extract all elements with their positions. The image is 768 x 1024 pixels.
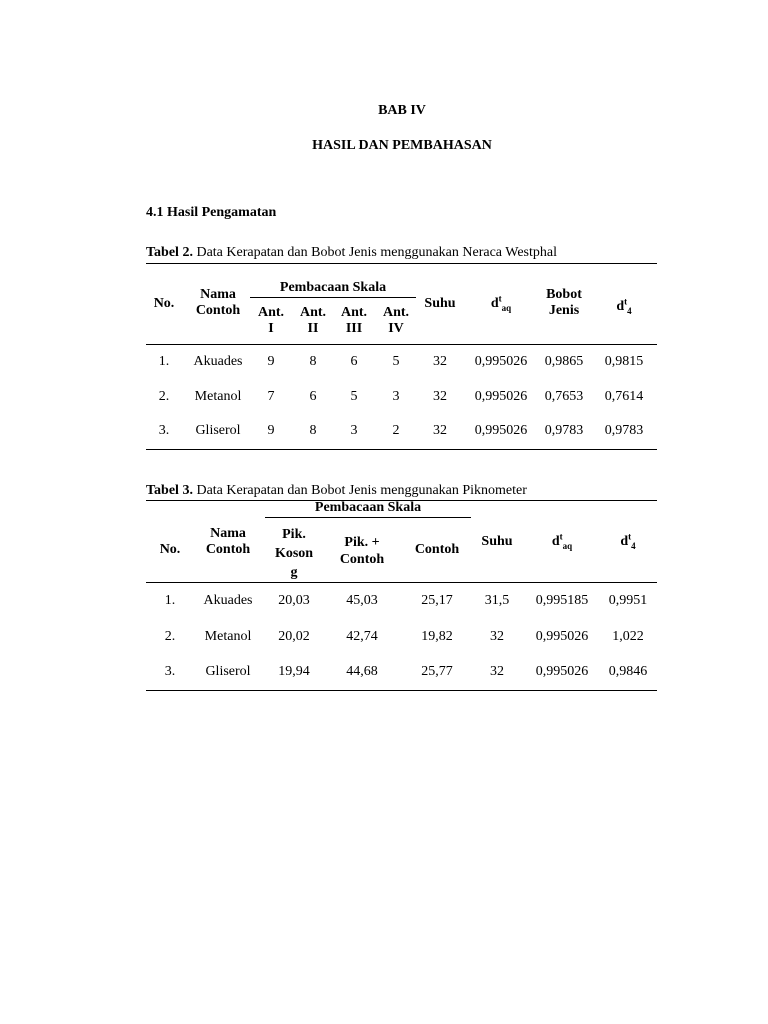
cell-suhu: 32 bbox=[433, 354, 447, 369]
table3-caption-label: Tabel 3. bbox=[146, 483, 193, 498]
cell-daq: 0,995185 bbox=[535, 593, 589, 608]
t2-h-bobot: Bobot Jenis bbox=[546, 287, 582, 318]
table-row bbox=[146, 354, 657, 370]
cell-contoh: 25,77 bbox=[421, 664, 453, 679]
cell-ant2: 8 bbox=[309, 354, 317, 369]
cell-d4: 0,9815 bbox=[604, 354, 644, 369]
cell-suhu: 32 bbox=[490, 664, 504, 679]
cell-no: 3. bbox=[164, 664, 176, 679]
t3-h-pik-contoh: Pik. + Contoh bbox=[339, 535, 385, 567]
cell-no: 2. bbox=[164, 629, 176, 644]
cell-daq: 0,995026 bbox=[535, 664, 589, 679]
cell-ant4: 3 bbox=[392, 389, 400, 404]
cell-no: 1. bbox=[158, 354, 170, 369]
cell-no: 2. bbox=[158, 389, 170, 404]
table2-caption-label: Tabel 2. bbox=[146, 245, 193, 260]
t2-h-ant4: Ant. IV bbox=[382, 305, 410, 336]
cell-contoh: 25,17 bbox=[421, 593, 453, 608]
table2-bottom-rule bbox=[146, 449, 657, 450]
table-row bbox=[146, 629, 657, 645]
cell-contoh: 19,82 bbox=[421, 629, 453, 644]
t2-h-ant1: Ant. I bbox=[257, 305, 285, 336]
cell-suhu: 32 bbox=[433, 389, 447, 404]
cell-nama: Akuades bbox=[193, 354, 243, 369]
cell-pik-kosong: 19,94 bbox=[278, 664, 310, 679]
cell-d4: 0,9951 bbox=[608, 593, 648, 608]
cell-ant2: 6 bbox=[309, 389, 317, 404]
cell-d4: 0,7614 bbox=[604, 389, 644, 404]
table-row bbox=[146, 389, 657, 405]
cell-bobot-jenis: 0,9865 bbox=[544, 354, 584, 369]
table2-header-rule bbox=[146, 344, 657, 345]
cell-nama: Akuades bbox=[203, 593, 253, 608]
t3-h-contoh: Contoh bbox=[414, 542, 460, 557]
cell-ant2: 8 bbox=[309, 423, 317, 438]
cell-ant3: 3 bbox=[350, 423, 358, 438]
t2-h-ant2: Ant. II bbox=[299, 305, 327, 336]
cell-nama: Metanol bbox=[204, 629, 252, 644]
cell-d4: 0,9783 bbox=[604, 423, 644, 438]
table3-caption bbox=[146, 483, 527, 499]
t2-h-d4: $d^t_4$ bbox=[616, 296, 632, 316]
table3-caption-text: Data Kerapatan dan Bobot Jenis menggunakan Piknometer bbox=[192, 483, 527, 498]
cell-suhu: 31,5 bbox=[484, 593, 510, 608]
table2-caption bbox=[146, 245, 557, 261]
chapter-heading: BAB IV bbox=[378, 103, 426, 118]
cell-pik-contoh: 45,03 bbox=[346, 593, 378, 608]
table-row bbox=[146, 664, 657, 680]
cell-nama: Gliserol bbox=[195, 423, 241, 438]
cell-daq: 0,995026 bbox=[535, 629, 589, 644]
cell-pik-contoh: 42,74 bbox=[346, 629, 378, 644]
cell-suhu: 32 bbox=[490, 629, 504, 644]
cell-bobot-jenis: 0,7653 bbox=[544, 389, 584, 404]
cell-ant1: 7 bbox=[267, 389, 275, 404]
cell-daq: 0,995026 bbox=[474, 423, 528, 438]
t3-h-pik-kosong: Pik. Koson g bbox=[274, 527, 314, 580]
t2-h-daq: $d^t_{aq}$ bbox=[490, 293, 512, 313]
t2-h-nama: Nama Contoh bbox=[195, 287, 241, 318]
cell-ant4: 5 bbox=[392, 354, 400, 369]
table2-caption-text: Data Kerapatan dan Bobot Jenis menggunakan Neraca Westphal bbox=[192, 245, 557, 260]
cell-no: 1. bbox=[164, 593, 176, 608]
section-heading: 4.1 Hasil Pengamatan bbox=[146, 205, 277, 220]
cell-no: 3. bbox=[158, 423, 170, 438]
t2-h-pembacaan: Pembacaan Skala bbox=[279, 280, 387, 295]
t3-h-d4: $d^t_4$ bbox=[620, 531, 636, 551]
cell-pik-contoh: 44,68 bbox=[346, 664, 378, 679]
cell-suhu: 32 bbox=[433, 423, 447, 438]
table3-bottom-rule bbox=[146, 690, 657, 691]
cell-ant1: 9 bbox=[267, 423, 275, 438]
cell-ant3: 5 bbox=[350, 389, 358, 404]
t3-h-nama: Nama Contoh bbox=[205, 526, 251, 557]
chapter-title: HASIL DAN PEMBAHASAN bbox=[312, 138, 492, 153]
cell-nama: Gliserol bbox=[205, 664, 251, 679]
cell-bobot-jenis: 0,9783 bbox=[544, 423, 584, 438]
cell-d4: 0,9846 bbox=[608, 664, 648, 679]
cell-nama: Metanol bbox=[194, 389, 242, 404]
cell-pik-kosong: 20,03 bbox=[278, 593, 310, 608]
t3-h-pembacaan: Pembacaan Skala bbox=[314, 500, 422, 515]
cell-d4: 1,022 bbox=[612, 629, 644, 644]
table3-header-rule bbox=[146, 582, 657, 583]
cell-ant4: 2 bbox=[392, 423, 400, 438]
cell-ant1: 9 bbox=[267, 354, 275, 369]
t2-group-rule bbox=[250, 297, 416, 298]
table-row bbox=[146, 423, 657, 439]
t2-h-no: No. bbox=[153, 296, 175, 311]
table2-top-rule bbox=[146, 263, 657, 264]
cell-ant3: 6 bbox=[350, 354, 358, 369]
t2-h-ant3: Ant. III bbox=[340, 305, 368, 336]
cell-pik-kosong: 20,02 bbox=[278, 629, 310, 644]
t3-h-suhu: Suhu bbox=[481, 534, 513, 549]
t3-h-daq: $d^t_{aq}$ bbox=[551, 531, 573, 551]
t2-h-suhu: Suhu bbox=[424, 296, 456, 311]
table-row bbox=[146, 593, 657, 609]
t3-h-no: No. bbox=[159, 542, 181, 557]
cell-daq: 0,995026 bbox=[474, 389, 528, 404]
cell-daq: 0,995026 bbox=[474, 354, 528, 369]
t3-group-rule bbox=[265, 517, 471, 518]
